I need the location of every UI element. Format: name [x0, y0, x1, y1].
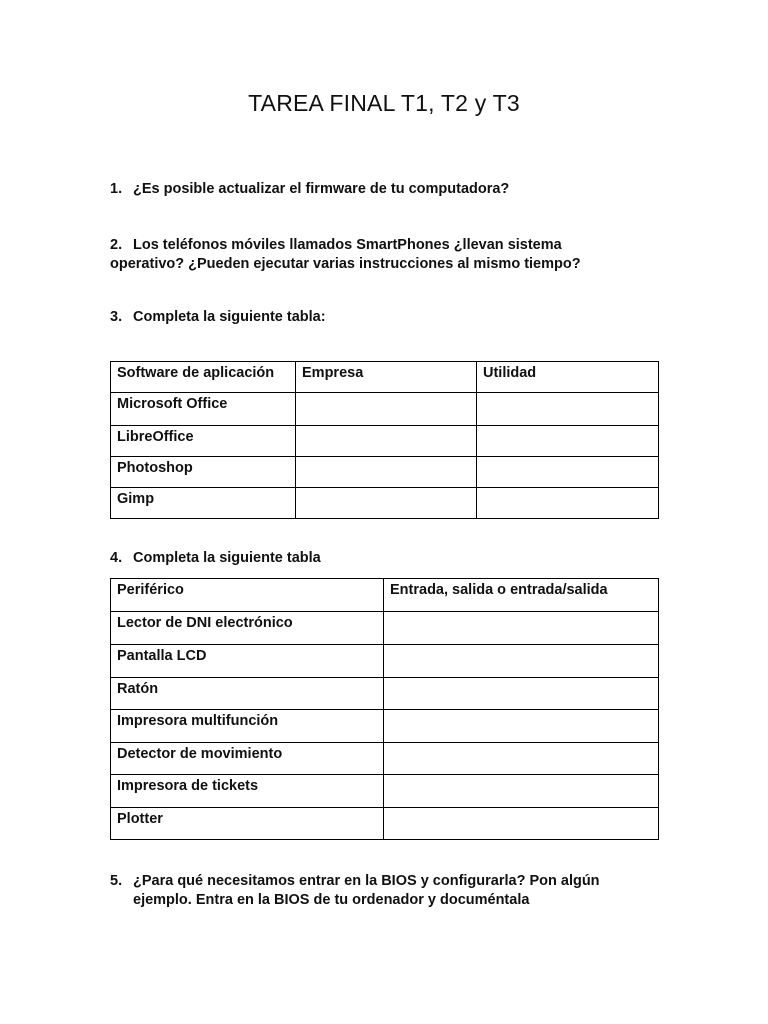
empresa-cell[interactable] — [296, 393, 477, 426]
table-row — [111, 743, 659, 775]
header-software: Software de aplicación — [111, 362, 296, 393]
software-table — [110, 361, 659, 519]
table-row — [111, 457, 659, 488]
io-type-cell[interactable] — [384, 743, 659, 775]
utilidad-cell[interactable] — [477, 426, 659, 457]
table-row — [111, 645, 659, 678]
header-utilidad: Utilidad — [477, 362, 659, 393]
question-text: ¿Es posible actualizar el firmware de tu computadora? — [133, 181, 510, 197]
question-number: 4. — [110, 550, 123, 566]
question-text-line-1: ¿Para qué necesitamos entrar en la BIOS y configurarla? Pon algún — [133, 873, 600, 889]
question-4 — [110, 549, 670, 568]
question-3 — [110, 308, 670, 327]
software-name: Gimp — [111, 488, 296, 519]
header-empresa: Empresa — [296, 362, 477, 393]
table-row — [111, 426, 659, 457]
table-header-row — [111, 579, 659, 612]
io-type-cell[interactable] — [384, 645, 659, 678]
question-text-line-2: operativo? ¿Pueden ejecutar varias instrucciones al mismo tiempo? — [110, 256, 581, 272]
table-row — [111, 488, 659, 519]
question-text: Completa la siguiente tabla — [133, 550, 321, 566]
header-tipo: Entrada, salida o entrada/salida — [384, 579, 659, 612]
software-name: Photoshop — [111, 457, 296, 488]
table-row — [111, 393, 659, 426]
table-row — [111, 775, 659, 808]
document-title: TAREA FINAL T1, T2 y T3 — [248, 90, 520, 116]
utilidad-cell[interactable] — [477, 393, 659, 426]
io-type-cell[interactable] — [384, 775, 659, 808]
utilidad-cell[interactable] — [477, 488, 659, 519]
peripheral-name: Impresora de tickets — [111, 775, 384, 808]
table-row — [111, 678, 659, 710]
empresa-cell[interactable] — [296, 488, 477, 519]
io-type-cell[interactable] — [384, 612, 659, 645]
io-type-cell[interactable] — [384, 808, 659, 840]
io-type-cell[interactable] — [384, 678, 659, 710]
utilidad-cell[interactable] — [477, 457, 659, 488]
table-header-row — [111, 362, 659, 393]
question-number: 1. — [110, 181, 123, 197]
peripheral-name: Impresora multifunción — [111, 710, 384, 743]
question-number: 2. — [110, 237, 123, 253]
question-number: 5. — [110, 873, 123, 889]
peripheral-name: Pantalla LCD — [111, 645, 384, 678]
question-text: Completa la siguiente tabla: — [133, 309, 326, 325]
header-periferico: Periférico — [111, 579, 384, 612]
table-row — [111, 710, 659, 743]
peripheral-name: Lector de DNI electrónico — [111, 612, 384, 645]
empresa-cell[interactable] — [296, 457, 477, 488]
table-row — [111, 808, 659, 840]
empresa-cell[interactable] — [296, 426, 477, 457]
software-name: LibreOffice — [111, 426, 296, 457]
question-5 — [110, 872, 670, 910]
question-2 — [110, 236, 670, 274]
peripheral-table — [110, 578, 659, 840]
question-text-line-1: Los teléfonos móviles llamados SmartPhones ¿llevan sistema — [133, 237, 562, 253]
software-name: Microsoft Office — [111, 393, 296, 426]
peripheral-name: Ratón — [111, 678, 384, 710]
question-1 — [110, 180, 670, 199]
peripheral-name: Detector de movimiento — [111, 743, 384, 775]
question-number: 3. — [110, 309, 123, 325]
peripheral-name: Plotter — [111, 808, 384, 840]
question-text-line-2: ejemplo. Entra en la BIOS de tu ordenador y documéntala — [133, 892, 530, 908]
io-type-cell[interactable] — [384, 710, 659, 743]
table-row — [111, 612, 659, 645]
